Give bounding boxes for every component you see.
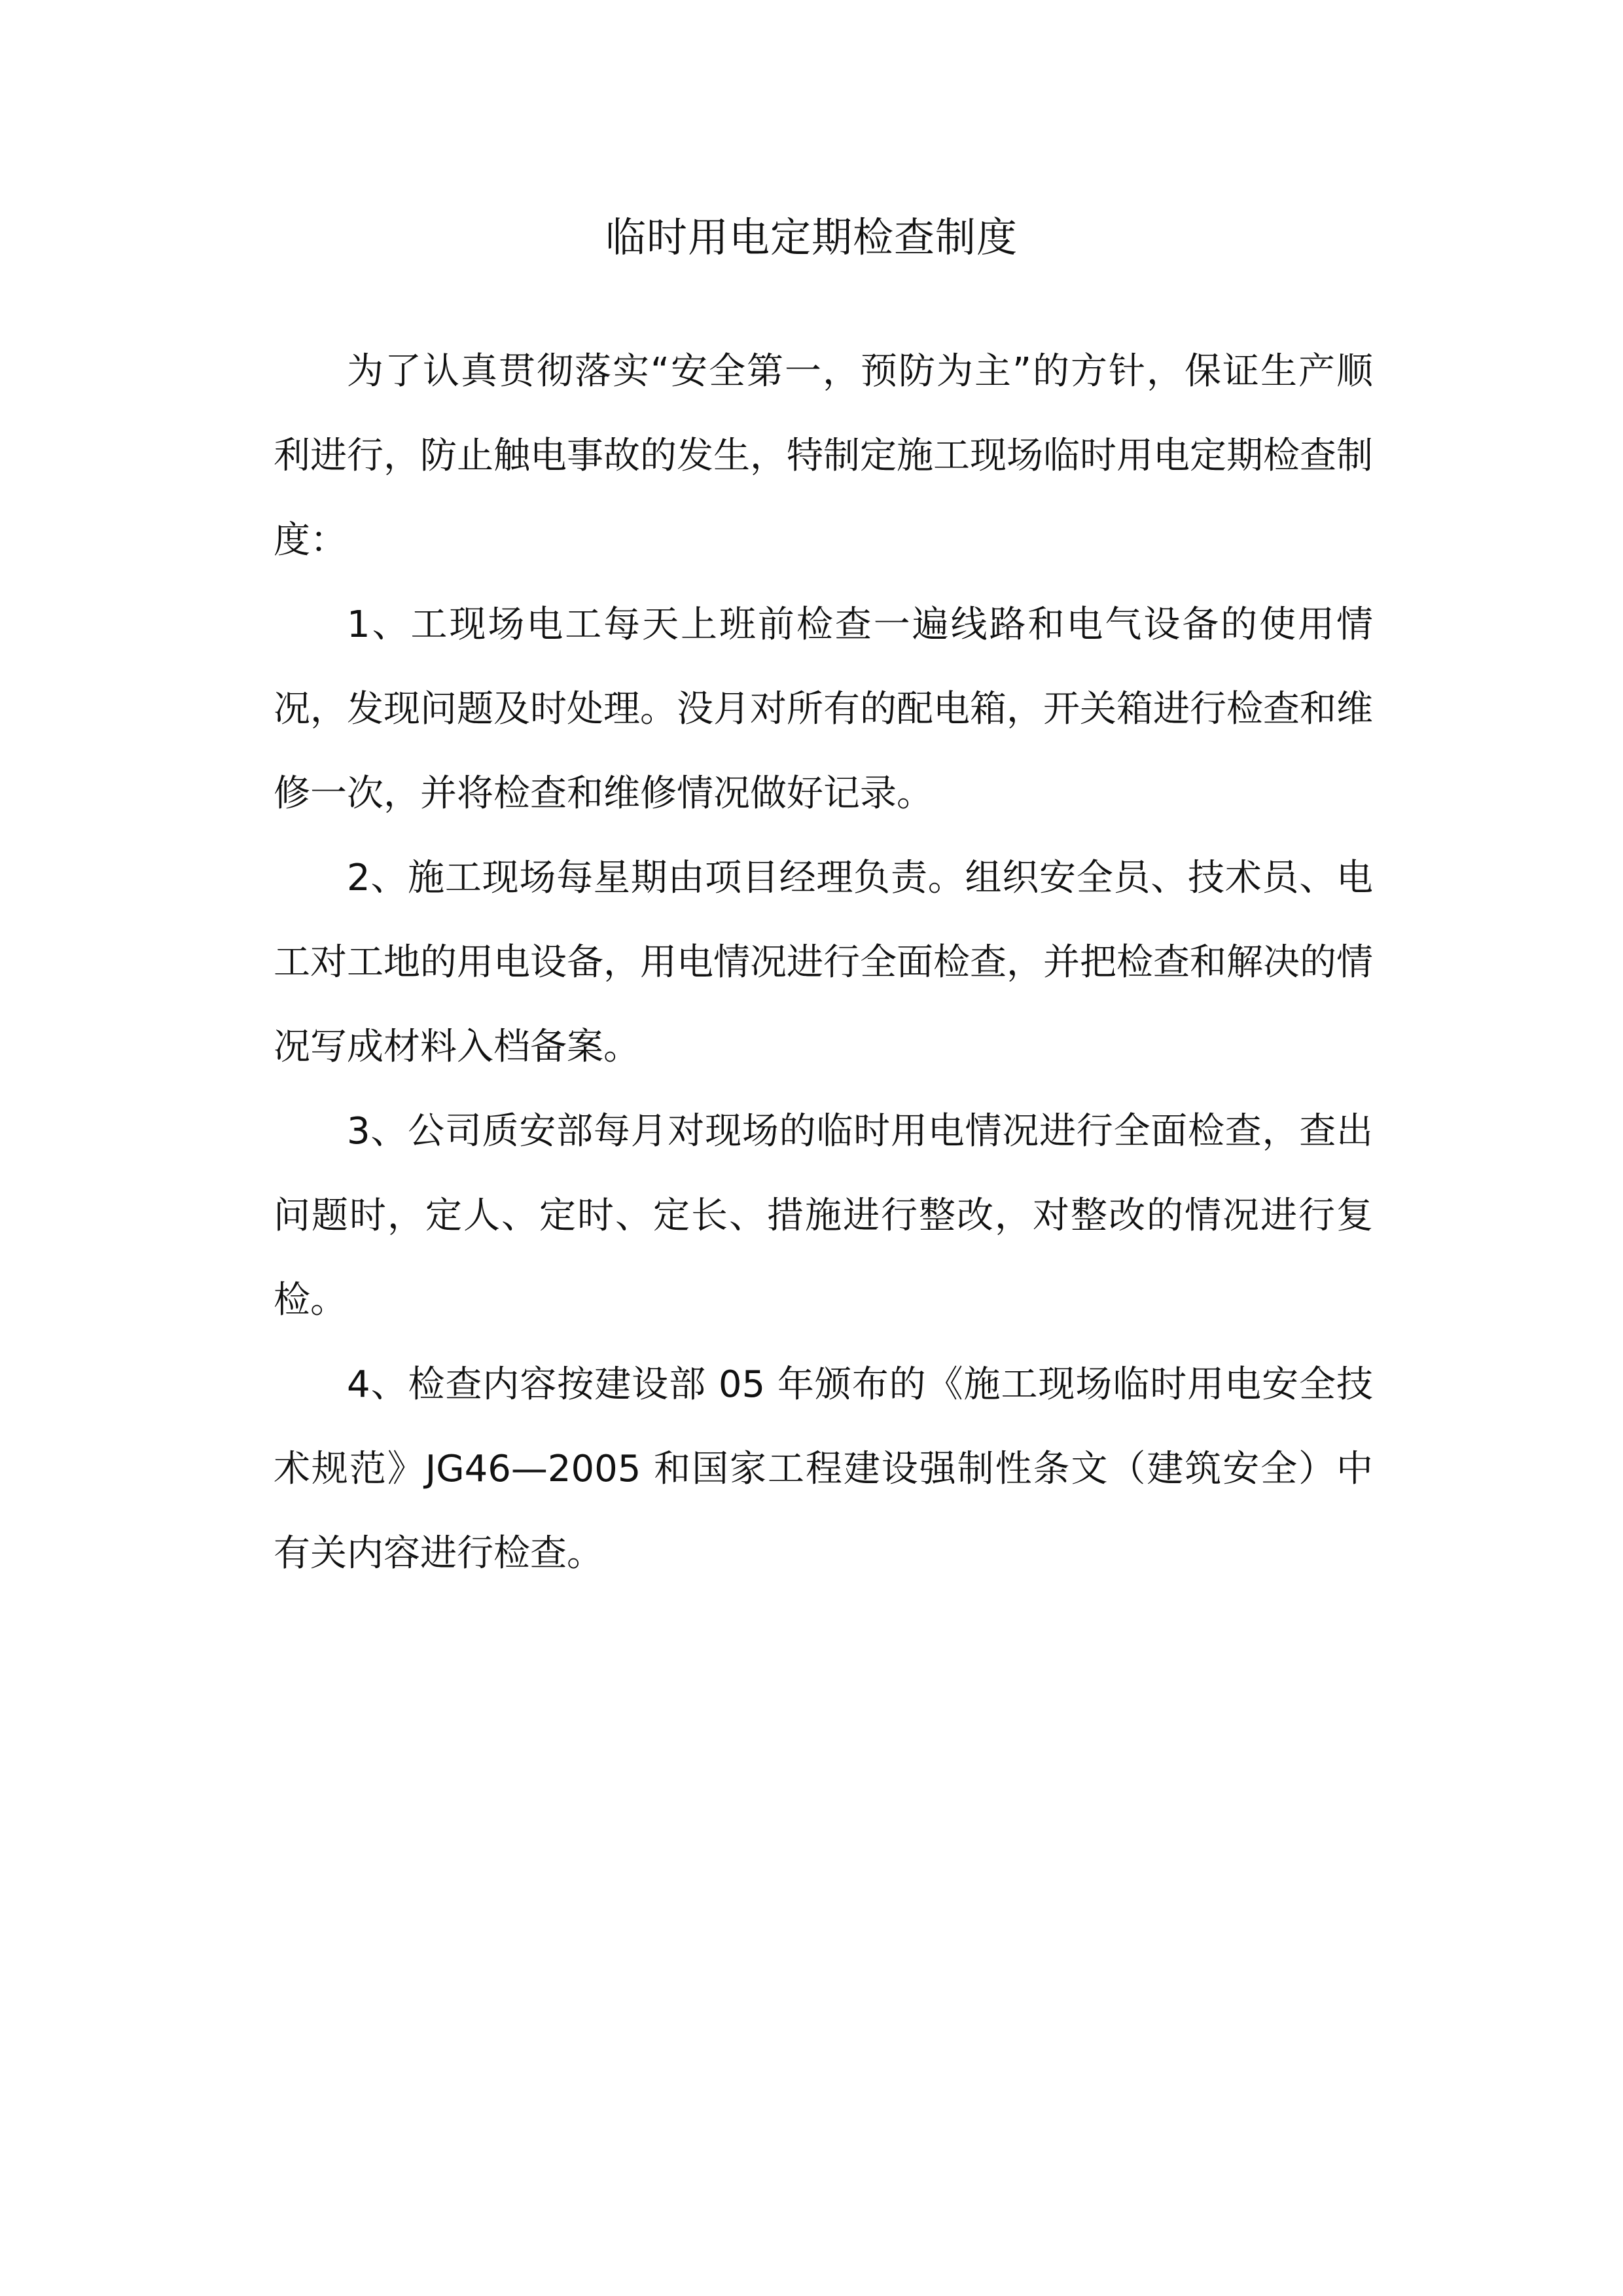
document-title: 临时用电定期检查制度 <box>605 213 1018 261</box>
rule-4-paragraph: 4、检查内容按建设部 05 年颁布的《施工现场临时用电安全技术规范》JG46—2005 和国家工程建设强制性条文（建筑安全）中有关内容进行检查。 <box>274 1363 1373 1575</box>
rule-1-paragraph: 1、工现场电工每天上班前检查一遍线路和电气设备的使用情况，发现问题及时处理。没月对所有的配电箱，开关箱进行检查和维修一次，并将检查和维修情况做好记录。 <box>274 603 1373 815</box>
rule-3-paragraph: 3、公司质安部每月对现场的临时用电情况进行全面检查，查出问题时，定人、定时、定长、措施进行整改，对整改的情况进行复检。 <box>274 1110 1373 1321</box>
document-body <box>274 329 1373 1596</box>
intro-paragraph: 为了认真贯彻落实“安全第一，预防为主”的方针，保证生产顺利进行，防止触电事故的发生，特制定施工现场临时用电定期检查制度： <box>274 350 1373 562</box>
rule-2-paragraph: 2、施工现场每星期由项目经理负责。组织安全员、技术员、电工对工地的用电设备，用电情况进行全面检查，并把检查和解决的情况写成材料入档备案。 <box>274 857 1373 1068</box>
